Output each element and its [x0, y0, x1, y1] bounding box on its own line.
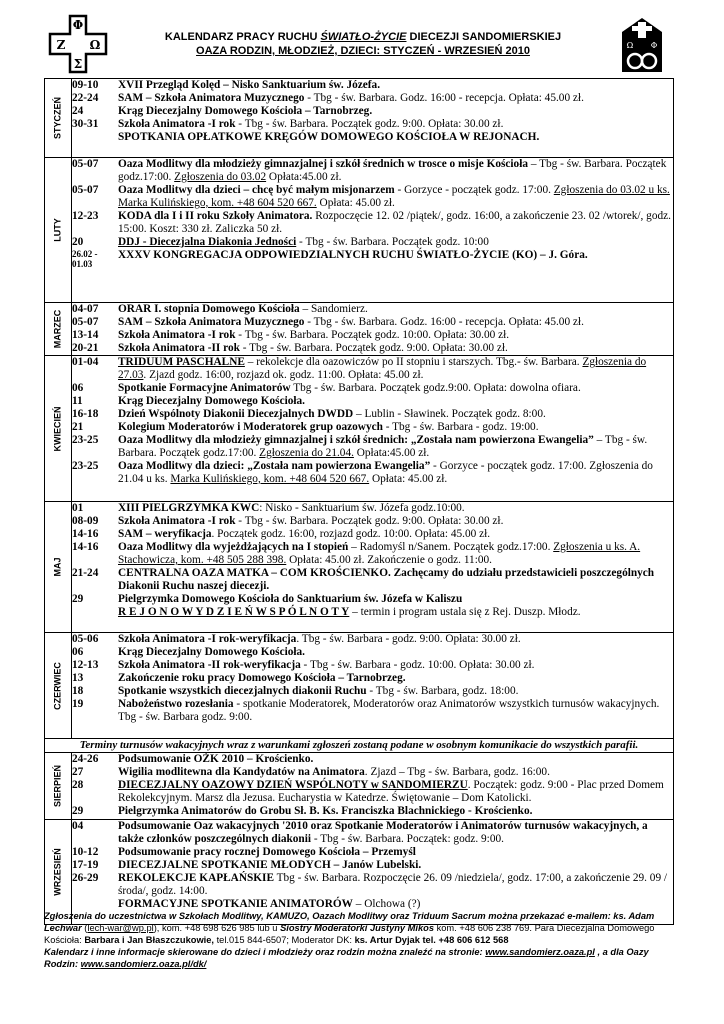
month-entries	[72, 820, 674, 925]
event-date: 13-14	[72, 329, 99, 341]
contact-email-link[interactable]: lech-war@wp.pl	[87, 923, 154, 933]
title-line-2: OAZA RODZIN, MŁODZIEŻ, DZIECI: STYCZEŃ - WRZESIEŃ 2010	[196, 45, 530, 57]
event-text-part: Wigilia modlitewna dla Kandydatów na Animatora	[118, 766, 365, 778]
event-text-part: XVII Przegląd Kolęd – Nisko Sanktuarium św. Józefa.	[118, 79, 381, 91]
event-text-part: . Początek godz. 16:00, rozjazd godz. 10:00. Opłata: 45.00 zł.	[211, 528, 491, 540]
event-text-part: - Tbg - św. Barbara. Początek: godz. 9:00.	[311, 833, 504, 845]
event-text-part: Dzień Wspólnoty Diakonii Diecezjalnych DWDD	[118, 408, 354, 420]
event-text	[118, 408, 673, 421]
event-text-part: XXXV KONGREGACJA ODPOWIEDZIALNYCH RUCHU ŚWIATŁO-ŻYCIE (KO) – J. Góra.	[118, 249, 588, 261]
event-text-part: ORAR I. stopnia Domowego Kościoła	[118, 303, 300, 315]
event-date: 17-19	[72, 859, 99, 871]
event-text-part: Szkoła Animatora -I rok-weryfikacja	[118, 633, 297, 645]
event-text	[118, 329, 673, 342]
event-text-part: R E J O N O W Y D Z I E Ń W S P Ó L N O T Y	[118, 606, 350, 618]
event-row	[72, 698, 673, 724]
event-row	[72, 753, 673, 766]
event-text-part: Opłata:45.00 zł.	[353, 447, 430, 459]
event-row	[72, 421, 673, 434]
logo-letter-3: Ω	[89, 38, 101, 52]
event-text-part: SPOTKANIA OPŁATKOWE KRĘGÓW DOMOWEGO KOŚCIOŁA W REJONACH.	[118, 131, 540, 143]
event-text-part: Szkoła Animatora -I rok	[118, 329, 236, 341]
event-text-part: Kolegium Moderatorów i Moderatorek grup oazowych	[118, 421, 383, 433]
event-date: 01	[72, 502, 84, 514]
month-label: SIERPIEŃ	[52, 764, 63, 808]
month-cell	[45, 820, 72, 925]
event-row	[72, 236, 673, 249]
event-row	[72, 382, 673, 395]
event-date: 19	[72, 698, 84, 710]
event-date: 26.02 - 01.03	[72, 249, 98, 269]
event-text	[118, 805, 673, 818]
event-text	[118, 158, 673, 184]
event-row	[72, 633, 673, 646]
event-date: 05-07	[72, 158, 99, 170]
event-row	[72, 92, 673, 105]
event-text-part: Tbg - św. Barbara. Rozpoczęcie 26. 09 /niedziela/, godz. 17:00, a zakończenie 29. 09 /środa/, godz. 14:00.	[118, 872, 668, 897]
event-text-part: – Lublin - Sławinek. Początek godz. 8:00.	[353, 408, 546, 420]
event-date: 12-13	[72, 659, 99, 671]
event-row	[72, 820, 673, 846]
event-text-part: - Tbg - św. Barbara, godz. 18:00.	[366, 685, 519, 697]
event-text-part: Spotkanie wszystkich diecezjalnych diakonii Ruchu	[118, 685, 367, 697]
event-text-part: Szkoła Animatora -I rok	[118, 515, 236, 527]
event-text	[118, 184, 673, 210]
event-text-part: Oaza Modlitwy dla wyjeżdżających na I stopień	[118, 541, 349, 553]
event-text-part: Tbg - św. Barbara. Początek godz.9:00. Opłata: dowolna ofiara.	[290, 382, 581, 394]
event-text-part: Szkoła Animatora -II rok	[118, 342, 240, 354]
event-row	[72, 249, 673, 269]
event-text-part: Krąg Diecezjalny Domowego Kościoła – Tarnobrzeg.	[118, 105, 373, 117]
summer-note: Terminy turnusów wakacyjnych wraz z warunkami zgłoszeń zostaną podane w osobnym komunikacie do wszystkich parafii.	[45, 739, 674, 753]
event-text-part: . Tbg - św. Barbara - godz. 9:00. Opłata: 30.00 zł.	[296, 633, 521, 645]
event-text-part: - Tbg - św. Barbara. Początek godz. 10:00. Opłata: 30.00 zł.	[235, 329, 510, 341]
event-date: 20-21	[72, 342, 99, 354]
month-cell	[45, 356, 72, 502]
event-text-part: - Gorzyce - początek godz. 17:00.	[394, 184, 554, 196]
page-header	[0, 0, 724, 80]
event-text-part: Spotkanie Formacyjne Animatorów	[118, 382, 291, 394]
event-row	[72, 210, 673, 236]
event-text	[118, 502, 673, 515]
event-row	[72, 515, 673, 528]
logo-letter-2: Ζ	[56, 38, 66, 52]
event-date: 29	[72, 593, 84, 605]
event-text-part: . Początek: godz. 9:00 - Plac przed Domem Rekolekcyjnym. Marsz dla Jezusa. Eucharystia w Katedrze. Świętowanie – Dom Katolicki.	[118, 779, 664, 804]
event-text	[118, 210, 673, 236]
month-row	[45, 820, 674, 925]
month-row	[45, 502, 674, 633]
event-text-part: - Tbg - św. Barbara. Początek godz. 10:00	[296, 236, 489, 248]
event-text-part: Zgłoszenia do 03.02 u ks. Marka Kulińskiego, kom. +48 604 520 667.	[118, 184, 670, 209]
event-date: 24-26	[72, 753, 99, 765]
event-text	[118, 421, 673, 434]
event-row	[72, 846, 673, 859]
event-text-part: Rozpoczęcie 12. 02 /piątek/, godz. 16:00, a zakończenie 23. 02 /wtorek/, godz. 15:00. Koszt: 330 zł. Zaliczka 50 zł.	[118, 210, 671, 235]
event-date: 29	[72, 805, 84, 817]
event-text	[118, 131, 673, 144]
month-label: MARZEC	[52, 309, 63, 349]
event-date: 10-12	[72, 846, 99, 858]
event-date: 06	[72, 646, 84, 658]
event-text	[118, 460, 673, 486]
month-row	[45, 356, 674, 502]
event-date: 23-25	[72, 460, 99, 472]
event-date: 06	[72, 382, 84, 394]
event-text-part: – termin i program ustala się z Rej. Duszp. Młodz.	[349, 606, 581, 618]
event-text	[118, 567, 673, 593]
event-text-part: - Gorzyce - początek godz. 17:00. Zgłoszenia do 21.04 u ks.	[118, 460, 653, 485]
event-text-part: Opłata: 45.00 zł.	[369, 473, 448, 485]
event-text	[118, 515, 673, 528]
event-row	[72, 356, 673, 382]
event-row	[72, 502, 673, 515]
month-cell	[45, 753, 72, 820]
event-row	[72, 541, 673, 567]
event-text	[118, 698, 673, 724]
event-text-part: Oaza Modlitwy dla dzieci – chcę być małym misjonarzem	[118, 184, 395, 196]
month-entries	[72, 356, 674, 502]
month-row	[45, 79, 674, 158]
event-text-part: Zgłoszenia do 27.03	[118, 356, 647, 381]
event-date: 05-07	[72, 316, 99, 328]
event-date: 13	[72, 672, 84, 684]
event-text	[118, 646, 673, 659]
event-date: 28	[72, 779, 84, 791]
event-text	[118, 779, 673, 805]
event-row	[72, 434, 673, 460]
event-row	[72, 646, 673, 659]
event-row	[72, 766, 673, 779]
event-text-part: SAM – Szkoła Animatora Muzycznego	[118, 92, 305, 104]
event-text	[118, 753, 673, 766]
event-date: 05-06	[72, 633, 99, 645]
month-entries	[72, 633, 674, 739]
month-cell	[45, 633, 72, 739]
event-text-part: Oaza Modlitwy dla młodzieży gimnazjalnej i szkół średnich w trosce o misje Kościoła	[118, 158, 528, 170]
event-text-part: FORMACYJNE SPOTKANIE ANIMATORÓW	[118, 898, 353, 910]
month-row	[45, 303, 674, 356]
event-text-part: Zakończenie roku pracy Domowego Kościoła – Tarnobrzeg.	[118, 672, 406, 684]
event-text	[118, 79, 673, 92]
event-text	[118, 685, 673, 698]
event-text-part: KODA dla I i II roku Szkoły Animatora.	[118, 210, 313, 222]
event-date: 21-24	[72, 567, 99, 579]
ichthys-logo-icon	[48, 14, 108, 74]
event-row	[72, 408, 673, 421]
event-text	[118, 859, 673, 872]
event-text	[118, 672, 673, 685]
month-row	[45, 158, 674, 303]
event-row	[72, 118, 673, 131]
event-row	[72, 779, 673, 805]
event-date: 30-31	[72, 118, 99, 130]
event-text	[118, 395, 673, 408]
event-text-part: Zgłoszenia do 03.02	[174, 171, 267, 183]
event-text-part: Zgłoszenia do 21.04.	[259, 447, 354, 459]
logo-letter-5: Ω	[626, 41, 634, 50]
event-text-part: – rekolekcje dla oazowiczów po II stopniu i starszych. Tbg.- św. Barbara.	[244, 356, 583, 368]
event-date: 04	[72, 820, 84, 832]
event-row	[72, 395, 673, 408]
month-cell	[45, 303, 72, 356]
event-text-part: – Tbg - św. Barbara. Początek godz.17:00.	[118, 158, 667, 183]
event-text	[118, 434, 673, 460]
logo-letter-1: Φ	[72, 18, 84, 32]
event-text-part: REKOLEKCJE KAPŁAŃSKIE	[118, 872, 274, 884]
event-text-part: . Zjazd – Tbg - św. Barbara, godz. 16:00.	[364, 766, 550, 778]
event-row	[72, 805, 673, 818]
logo-letter-6: Φ	[650, 41, 658, 50]
website-link[interactable]: www.sandomierz.oaza.pl	[485, 947, 595, 957]
event-date: 14-16	[72, 541, 99, 553]
event-text	[118, 236, 673, 249]
event-date: 23-25	[72, 434, 99, 446]
event-text	[118, 633, 673, 646]
event-text	[118, 92, 673, 105]
event-date: 05-07	[72, 184, 99, 196]
event-text-part: Krąg Diecezjalny Domowego Kościoła.	[118, 395, 305, 407]
event-text	[118, 541, 673, 567]
event-text-part: - spotkanie Moderatorek, Moderatorów oraz Animatorów wszystkich turnusów wakacyjnych. Tbg - św. Barbara godz. 9:00.	[118, 698, 660, 723]
month-entries	[72, 79, 674, 158]
event-text-part: - Tbg - św. Barbara. Początek godz. 9:00. Opłata: 30.00 zł.	[235, 118, 504, 130]
event-date: 16-18	[72, 408, 99, 420]
event-row	[72, 528, 673, 541]
event-text-part: – Sandomierz.	[299, 303, 368, 315]
event-row	[72, 131, 673, 144]
month-row	[45, 753, 674, 820]
event-text-part: - Tbg - św. Barbara. Początek godz. 9:00. Opłata: 30.00 zł.	[235, 515, 504, 527]
domestic-church-logo-icon	[618, 16, 666, 74]
event-text-part: – Olchowa (?)	[352, 898, 421, 910]
event-text	[118, 872, 673, 898]
event-text	[118, 303, 673, 316]
month-label: LUTY	[52, 218, 63, 242]
document-title	[118, 30, 608, 58]
month-cell	[45, 502, 72, 633]
calendar-table	[44, 78, 674, 925]
event-date: 20	[72, 236, 84, 248]
event-text-part: DDJ - Diecezjalna Diakonia Jedności	[118, 236, 297, 248]
event-text-part: Opłata:45.00 zł.	[266, 171, 342, 183]
event-text-part: – Tbg - św. Barbara. Początek godz.17:00.	[118, 434, 648, 459]
event-date: 09-10	[72, 79, 99, 91]
event-text-part: Krąg Diecezjalny Domowego Kościoła.	[118, 646, 305, 658]
event-date: 22-24	[72, 92, 99, 104]
event-text-part: SAM – Szkoła Animatora Muzycznego	[118, 316, 305, 328]
event-text	[118, 316, 673, 329]
event-text-part: DIECEZJALNY OAZOWY DZIEŃ WSPÓLNOTY w SANDOMIERZU	[118, 779, 468, 791]
event-text-part: - Tbg - św. Barbara. Godz. 16:00 - recepcja. Opłata: 45.00 zł.	[304, 92, 584, 104]
event-text	[118, 820, 673, 846]
event-text-part: Podsumowanie OŻK 2010 – Krościenko.	[118, 753, 314, 765]
event-row	[72, 460, 673, 486]
event-date: 04-07	[72, 303, 99, 315]
event-text	[118, 766, 673, 779]
event-text-part: . Zjazd godz. 16:00, rozjazd ok. godz. 11:00. Opłata: 45.00 zł.	[143, 369, 424, 381]
event-row	[72, 672, 673, 685]
event-row	[72, 606, 673, 619]
event-text	[118, 356, 673, 382]
event-text	[118, 249, 673, 269]
event-text-part: CENTRALNA OAZA MATKA – COM KROŚCIENKO. Zachęcamy do udziału przedstawicieli poszczególnych Diakonii Ruchu naszej diecezji.	[118, 567, 655, 592]
event-row	[72, 342, 673, 355]
event-text	[118, 382, 673, 395]
event-text-part: - Tbg - św. Barbara - godz. 19:00.	[382, 421, 539, 433]
event-row	[72, 184, 673, 210]
event-date: 08-09	[72, 515, 99, 527]
website-link-dk[interactable]: www.sandomierz.oaza.pl/dk/	[80, 959, 207, 969]
event-date: 12-23	[72, 210, 99, 222]
event-text-part: Zgłoszenia u ks. A. Stachowicza, kom. +48 505 288 398.	[118, 541, 641, 566]
event-date: 27	[72, 766, 84, 778]
event-row	[72, 567, 673, 593]
event-date: 01-04	[72, 356, 99, 368]
event-text	[118, 528, 673, 541]
event-text-part: DIECEZJALNE SPOTKANIE MŁODYCH – Janów Lubelski.	[118, 859, 422, 871]
event-text-part: Szkoła Animatora -I rok	[118, 118, 236, 130]
event-text-part: - Tbg - św. Barbara - godz. 10:00. Opłata: 30.00 zł.	[300, 659, 535, 671]
event-date: 24	[72, 105, 84, 117]
event-text-part: Marka Kulińskiego, kom. +48 604 520 667.	[170, 473, 370, 485]
event-text-part: Podsumowanie pracy rocznej Domowego Kościoła – Przemyśl	[118, 846, 416, 858]
month-label: STYCZEŃ	[52, 96, 63, 140]
logo-letter-4: Σ	[73, 57, 83, 71]
event-text-part: TRIDUUM PASCHALNE	[118, 356, 245, 368]
event-row	[72, 79, 673, 92]
event-text-part: Opłata: 45.00 zł. Zakończenie o godz. 11:00.	[286, 554, 492, 566]
event-row	[72, 316, 673, 329]
event-row	[72, 105, 673, 118]
title-line-1: KALENDARZ PRACY RUCHU ŚWIATŁO-ŻYCIE DIECEZJI SANDOMIERSKIEJ	[164, 31, 562, 43]
event-row	[72, 593, 673, 606]
event-text-part: Podsumowanie Oaz wakacyjnych '2010 oraz Spotkanie Moderatorów i Animatorów turnusów wakacyjnych, a także członków poszczególnych diakonii	[118, 820, 648, 845]
event-text	[118, 846, 673, 859]
event-row	[72, 872, 673, 898]
month-entries	[72, 303, 674, 356]
month-cell	[45, 158, 72, 303]
event-text-part: Pielgrzymka Domowego Kościoła do Sanktuarium św. Józefa w Kaliszu	[118, 593, 463, 605]
event-text	[118, 659, 673, 672]
event-text-part: SAM – weryfikacja	[118, 528, 212, 540]
event-text-part: XIII PIELGRZYMKA KWC	[118, 502, 260, 514]
event-text-part: - Tbg - św. Barbara. Godz. 16:00 - recepcja. Opłata: 45.00 zł.	[304, 316, 584, 328]
month-label: WRZESIEŃ	[52, 848, 63, 896]
month-entries	[72, 158, 674, 303]
month-label: MAJ	[52, 557, 63, 577]
event-text	[118, 118, 673, 131]
event-date: 18	[72, 685, 84, 697]
event-text	[118, 606, 673, 619]
event-row	[72, 303, 673, 316]
month-label: CZERWIEC	[52, 661, 63, 710]
event-row	[72, 659, 673, 672]
event-date	[72, 131, 118, 144]
event-text-part: Pielgrzymka Animatorów do Grobu Sł. B. Ks. Franciszka Blachnickiego - Krościenko.	[118, 805, 533, 817]
month-entries	[72, 753, 674, 820]
summer-note-row	[45, 739, 674, 753]
event-text-part: Nabożeństwo rozesłania	[118, 698, 234, 710]
month-label: KWIECIEŃ	[52, 406, 63, 451]
event-text	[118, 342, 673, 355]
event-text-part: Szkoła Animatora -II rok-weryfikacja	[118, 659, 301, 671]
event-text-part: : Nisko - Sanktuarium św. Józefa godz.10:00.	[259, 502, 465, 514]
event-text-part: Oaza Modlitwy dla młodzieży gimnazjalnej i szkół średnich: „Została nam powierzona Ewangelia”	[118, 434, 594, 446]
event-date: 11	[72, 395, 83, 407]
event-text-part: - Tbg - św. Barbara. Początek godz. 9:00. Opłata: 30.00 zł.	[239, 342, 508, 354]
month-row	[45, 633, 674, 739]
footer-note: Zgłoszenia do uczestnictwa w Szkołach Modlitwy, KAMUZO, Oazach Modlitwy oraz Triduum Sacrum można przekazać e-mailem: ks. Adam Lechwar (lech-war@wp.pl), kom. +48 698 626 985 lub u Siostry Moderatorki Justyny Mikos kom. +48 606 238 769. Para Diecezjalna Domowego Kościoła: Barbara i Jan Błaszczukowie, tel.015 844-6507; Moderator DK: ks. Artur Dyjak tel. +48 606 612 568 Kalendarz i inne informacje skierowane do dzieci i młodzieży oraz rodzin można znaleźć na stronie: www.sandomierz.oaza.pl , a dla Oazy Rodzin: www.sandomierz.oaza.pl/dk/	[44, 911, 655, 969]
event-date: 21	[72, 421, 84, 433]
event-text	[118, 593, 673, 606]
event-row	[72, 158, 673, 184]
month-entries	[72, 502, 674, 633]
event-row	[72, 685, 673, 698]
month-cell	[45, 79, 72, 158]
event-text-part: Opłata: 45.00 zł.	[316, 197, 395, 209]
event-row	[72, 329, 673, 342]
event-text-part: Oaza Modlitwy dla dzieci: „Została nam powierzona Ewangelia”	[118, 460, 431, 472]
event-date: 26-29	[72, 872, 99, 884]
event-date	[72, 606, 118, 619]
event-text-part: – Radomyśl n/Sanem. Początek godz.17:00.	[348, 541, 554, 553]
event-date: 14-16	[72, 528, 99, 540]
event-row	[72, 859, 673, 872]
event-text	[118, 105, 673, 118]
